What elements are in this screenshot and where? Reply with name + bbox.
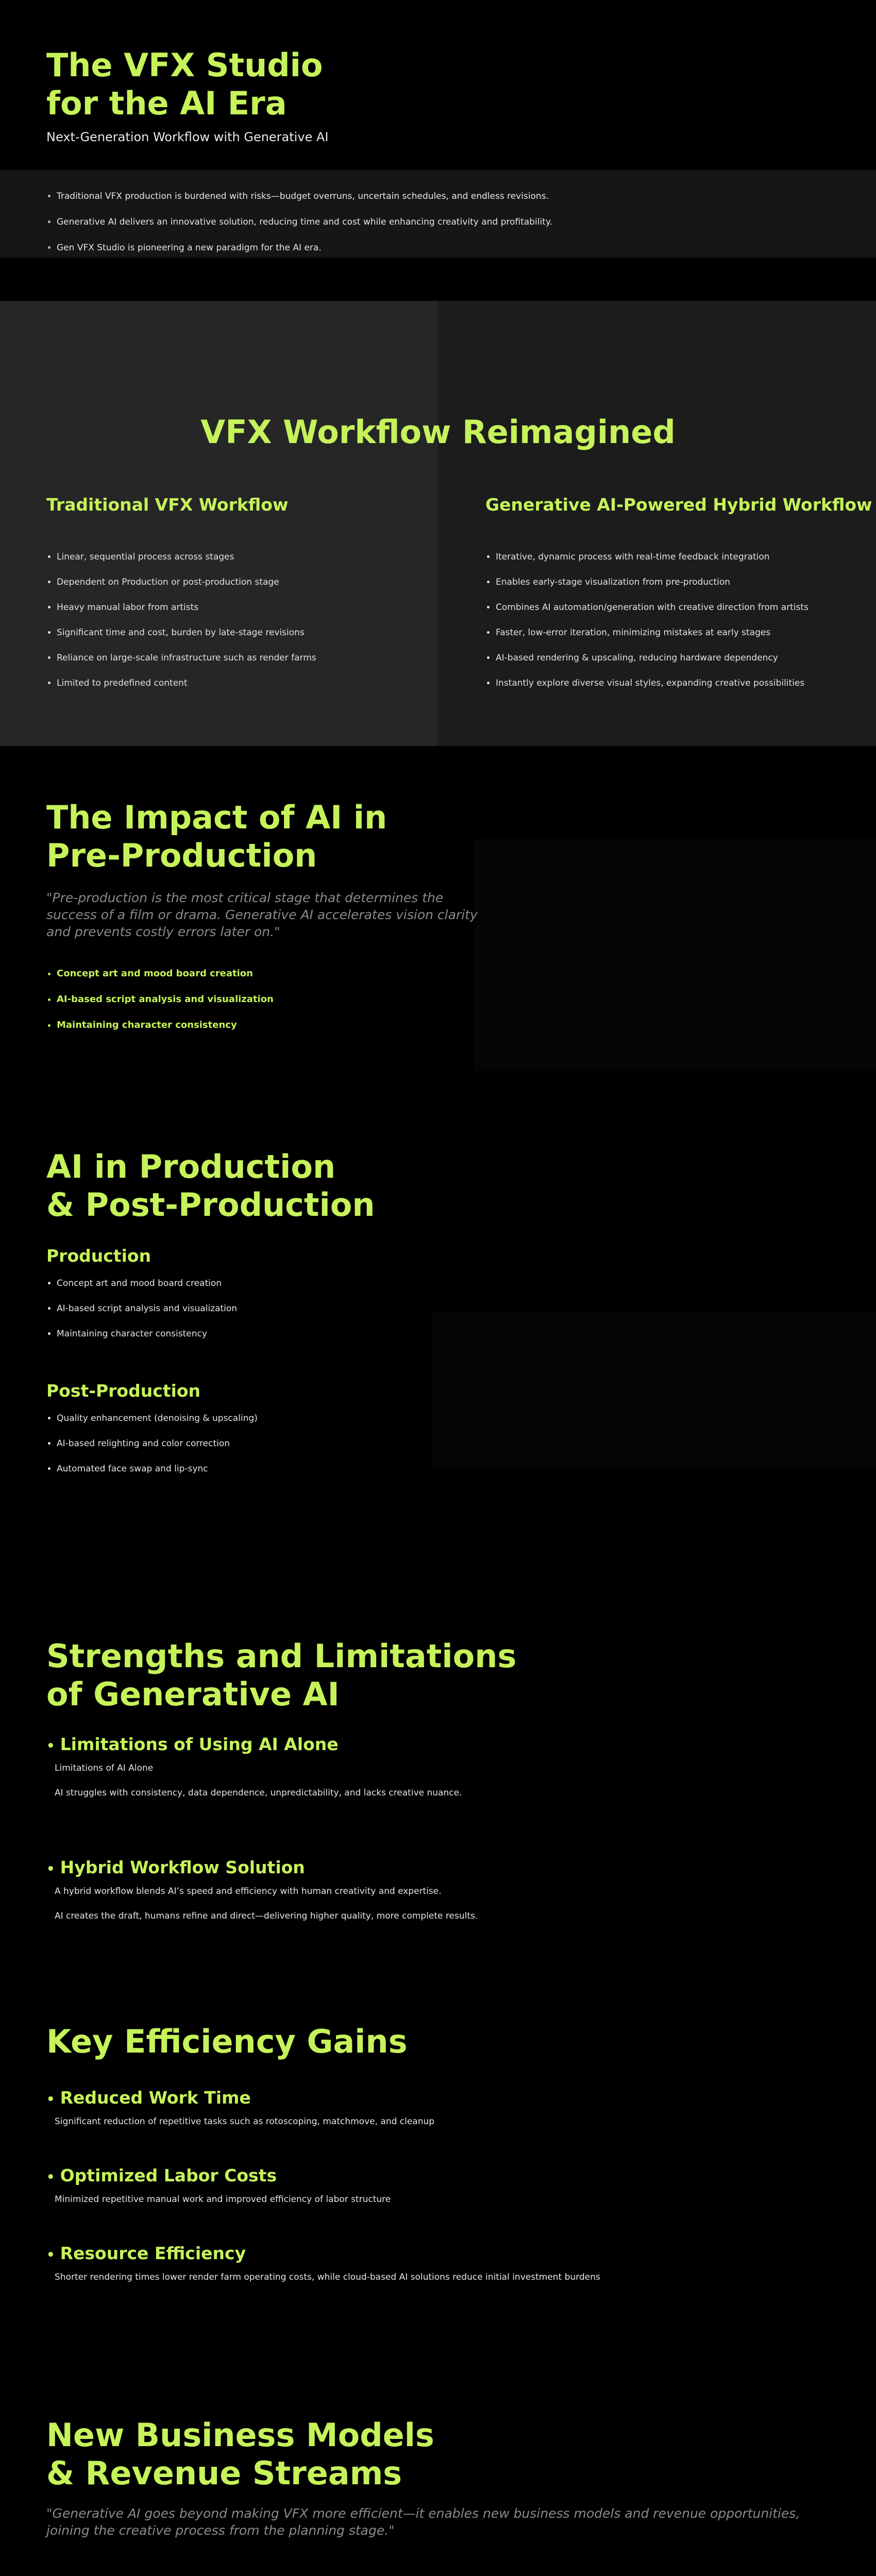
hybrid-column xyxy=(438,301,876,746)
hybrid-text-2: AI creates the draft, humans refine and direct—delivering higher quality, more complete results. xyxy=(55,1911,478,1921)
bullet-icon: • xyxy=(46,2247,55,2263)
bullet-icon: • xyxy=(46,2092,55,2107)
list-item: • Quality enhancement (denoising & upscaling) xyxy=(57,1406,876,1431)
intro-item: • Traditional VFX production is burdened with risks—budget overruns, uncertain schedules, and endless revisions. xyxy=(57,183,876,209)
traditional-column xyxy=(0,301,438,746)
list-item: • Automated face swap and lip-sync xyxy=(57,1456,876,1482)
efficiency-item-text: Minimized repetitive manual work and improved efficiency of labor structure xyxy=(55,2194,391,2205)
strengths-title xyxy=(46,1637,876,1714)
hybrid-title: Generative AI-Powered Hybrid Workflow xyxy=(485,495,872,515)
list-item: • Linear, sequential process across stages xyxy=(57,545,438,570)
efficiency-item-title: Resource Efficiency xyxy=(60,2243,246,2263)
limitations-text: AI struggles with consistency, data dependence, unpredictability, and lacks creative nuance. xyxy=(55,1788,462,1798)
str-title-line2: of Generative AI xyxy=(46,1675,340,1713)
list-item: • AI-based relighting and color correction xyxy=(57,1431,876,1456)
traditional-title: Traditional VFX Workflow xyxy=(46,495,289,515)
list-item: • Heavy manual labor from artists xyxy=(57,595,438,620)
production-subtitle: Production xyxy=(46,1246,151,1266)
business-section xyxy=(0,2410,876,2576)
pre-production-quote: "Pre-production is the most critical stage that determines the success of a film or drama. Generative AI accelerates vision clarity and prevents costly errors later on." xyxy=(46,890,478,939)
pre-production-list xyxy=(46,961,876,1038)
pre-title-line2: Pre-Production xyxy=(46,837,317,874)
efficiency-item-text: Shorter rendering times lower render farm operating costs, while cloud-based AI solutions reduce initial investment burdens xyxy=(55,2272,600,2282)
list-item: • Combines AI automation/generation with creative direction from artists xyxy=(496,595,876,620)
workflow-title: VFX Workflow Reimagined xyxy=(200,413,676,451)
list-item: • Instantly explore diverse visual styles, expanding creative possibilities xyxy=(496,671,876,696)
list-item: • Maintaining character consistency xyxy=(57,1012,876,1038)
efficiency-title: Key Efficiency Gains xyxy=(46,2023,408,2060)
efficiency-item-text: Significant reduction of repetitive tasks such as rotoscoping, matchmove, and cleanup xyxy=(55,2116,435,2127)
list-item: • AI-based script analysis and visualization xyxy=(57,1296,876,1321)
biz-title-line1: New Business Models xyxy=(46,2416,434,2454)
efficiency-heading xyxy=(46,2088,876,2108)
biz-title-line2: & Revenue Streams xyxy=(46,2454,402,2492)
list-item: • Concept art and mood board creation xyxy=(57,961,876,987)
production-list xyxy=(46,1271,876,1347)
list-item: • Enables early-stage visualization from pre-production xyxy=(496,570,876,595)
list-item: • Maintaining character consistency xyxy=(57,1321,876,1347)
traditional-list xyxy=(46,545,438,696)
pre-title-line1: The Impact of AI in xyxy=(46,799,388,836)
post-production-subtitle: Post-Production xyxy=(46,1381,201,1401)
hybrid-heading xyxy=(46,1857,876,1877)
hero-title-line1: The VFX Studio xyxy=(46,46,323,84)
prod-title-line2: & Post-Production xyxy=(46,1186,375,1224)
efficiency-heading xyxy=(46,2243,876,2263)
prod-title-line1: AI in Production xyxy=(46,1148,336,1185)
list-item: • Significant time and cost, burden by late-stage revisions xyxy=(57,620,438,646)
hero-title xyxy=(46,46,876,123)
hero-subtitle: Next-Generation Workflow with Generative AI xyxy=(46,130,329,144)
efficiency-section xyxy=(0,2003,876,2410)
pre-production-title xyxy=(46,799,876,875)
hero-section xyxy=(0,0,876,170)
str-title-line1: Strengths and Limitations xyxy=(46,1637,517,1675)
list-item: • Dependent on Production or post-production stage xyxy=(57,570,438,595)
intro-list xyxy=(46,183,876,261)
limitations-title: Limitations of Using AI Alone xyxy=(60,1734,339,1754)
business-quote: "Generative AI goes beyond making VFX more efficient—it enables new business models and revenue opportunities, joining the creative process from the planning stage." xyxy=(46,2506,800,2538)
workflow-section xyxy=(0,301,876,746)
intro-band xyxy=(0,170,876,258)
intro-item: • Generative AI delivers an innovative solution, reducing time and cost while enhancing creativity and profitability. xyxy=(57,209,876,235)
list-item: • Concept art and mood board creation xyxy=(57,1271,876,1296)
strengths-section xyxy=(0,1586,876,2003)
efficiency-heading xyxy=(46,2165,876,2185)
bullet-icon: • xyxy=(46,1738,55,1754)
list-item: • AI-based rendering & upscaling, reducing hardware dependency xyxy=(496,646,876,671)
post-production-list xyxy=(46,1406,876,1482)
list-item: • Reliance on large-scale infrastructure such as render farms xyxy=(57,646,438,671)
intro-item: • Gen VFX Studio is pioneering a new paradigm for the AI era. xyxy=(57,235,876,261)
hybrid-list xyxy=(485,545,876,696)
pre-production-section xyxy=(0,746,876,1117)
efficiency-item-title: Optimized Labor Costs xyxy=(60,2165,277,2185)
list-item: • AI-based script analysis and visualization xyxy=(57,987,876,1012)
list-item: • Faster, low-error iteration, minimizing mistakes at early stages xyxy=(496,620,876,646)
hybrid-text-1: A hybrid workflow blends AI’s speed and efficiency with human creativity and expertise. xyxy=(55,1886,442,1896)
business-title xyxy=(46,2416,876,2493)
list-item: • Iterative, dynamic process with real-time feedback integration xyxy=(496,545,876,570)
limitations-heading xyxy=(46,1734,876,1754)
efficiency-item-title: Reduced Work Time xyxy=(60,2088,251,2108)
hybrid-solution-title: Hybrid Workflow Solution xyxy=(60,1857,305,1877)
bullet-icon: • xyxy=(46,2170,55,2185)
limitations-subtitle: Limitations of AI Alone xyxy=(55,1763,154,1773)
list-item: • Limited to predefined content xyxy=(57,671,438,696)
production-section xyxy=(0,1117,876,1586)
production-title xyxy=(46,1148,876,1224)
hero-title-line2: for the AI Era xyxy=(46,84,287,122)
bullet-icon: • xyxy=(46,1861,55,1877)
